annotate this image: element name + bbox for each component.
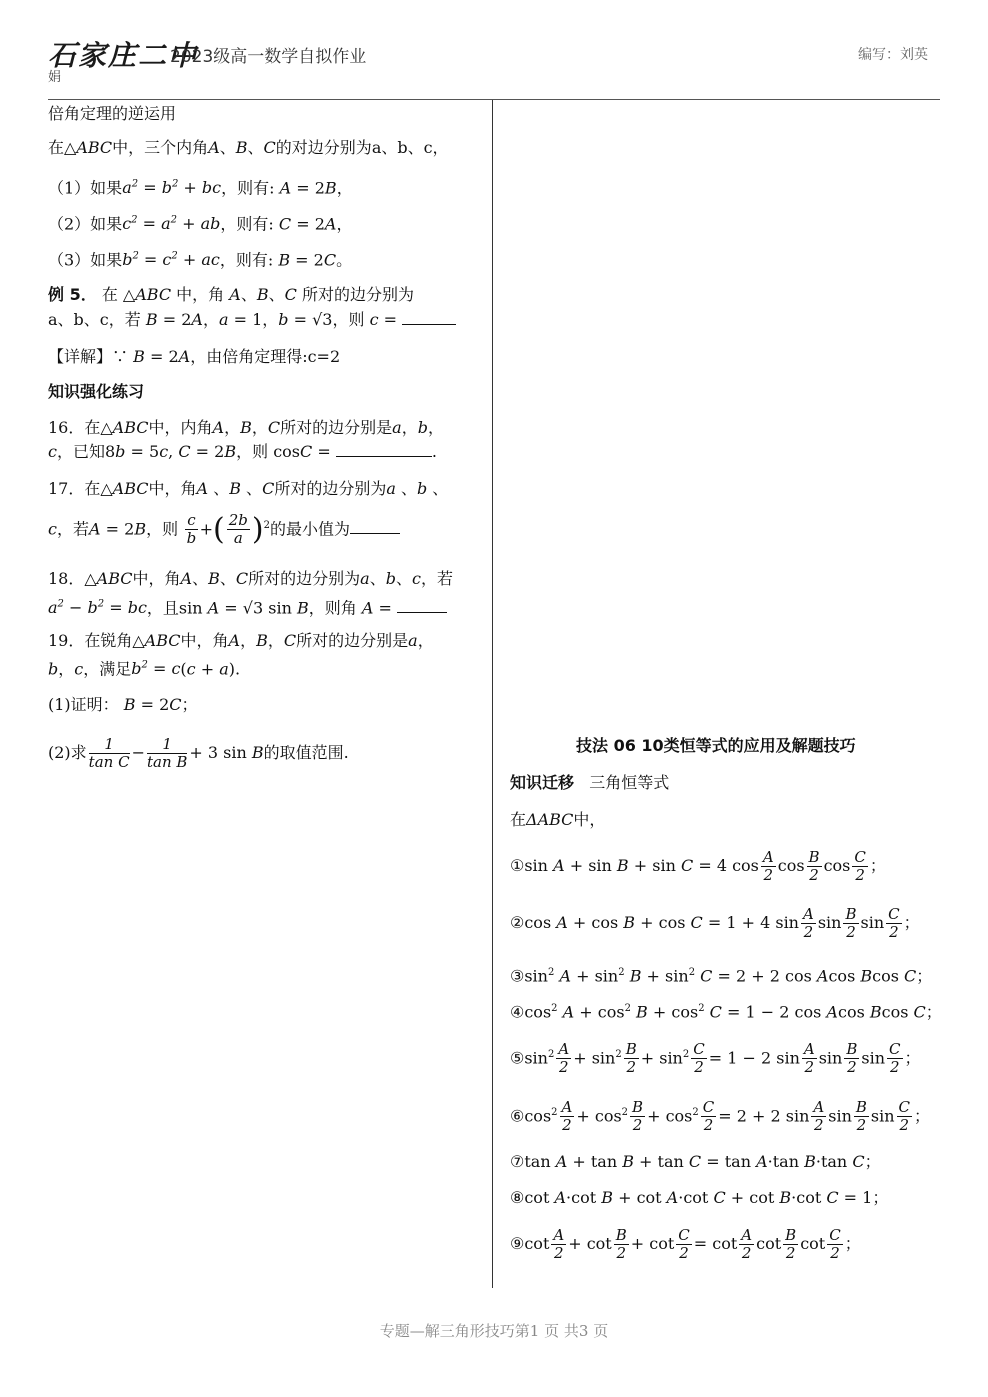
identity-3: $③\sin^2$ $A + \sin^2 B + \sin^2 C = 2 + 2$ cos Acos Bcos C； <box>510 966 933 986</box>
identity-1: ①sin A + sin B + sin C = 4 cos $\frac{A}{2}$ cos $\frac{B}{2}$ cos $\frac{C}{2}$ ； <box>510 848 886 884</box>
logo-tail: 娟 <box>48 70 62 85</box>
page-footer: 专题—解三角形技巧第1 页 共3 页 <box>379 1322 609 1340</box>
right-intro: 在ΔABC中， <box>510 810 606 829</box>
case-3: （3）如果$b^2 = c^2$ + ac，则有: B = 2C。 <box>48 250 353 270</box>
identity-2: ②cos A + cos B + cos C = 1 + 4 sin $\frac{A}{2}$ sin $\frac{B}{2}$ sin $\frac{C}{2}$ ； <box>510 905 920 941</box>
q19-part2: (2)求 $\frac{1}{\text{tan C}}$ − $\frac{1}{\text{tan B}}$ + 3 sin B的取值范围. <box>48 735 349 771</box>
identity-4: $④\cos^2$ $A + \cos^2 B + \cos^2 C = 1 - 2$ cos Acos Bcos C； <box>510 1002 942 1022</box>
header-divider <box>48 99 940 100</box>
q19-line1: 19．在锐角△ABC中，角A，B，C所对的边分别是a， <box>48 631 434 650</box>
q17-line1: 17．在△ABC中，角A 、B 、C所对的边分别为a 、b 、 <box>48 479 449 498</box>
identity-9: ⑨cot $\frac{A}{2}$ + cot $\frac{B}{2}$ + cot $\frac{C}{2}$ = cot $\frac{A}{2}$ cot $\frac{B}{2}$ cot $\frac{C}{2}$ ； <box>510 1226 861 1262</box>
q18-line2: $a^2 - b^2$ = bc，且sin A = √3 sin B，则角 A = <box>48 595 447 618</box>
detail-line: 【详解】∵ B = 2A，由倍角定理得:c=2 <box>48 347 341 366</box>
intro-line: 在△ABC中，三个内角A、B、C的对边分别为a、b、c， <box>48 138 449 157</box>
case-1: （1）如果$a^2 = b^2$ + bc，则有: A = 2B， <box>48 178 353 198</box>
right-section-title: 技法 06 10类恒等式的应用及解题技巧 <box>576 736 856 755</box>
case-2: （2）如果$c^2 = a^2$ + ab，则有: C = 2A， <box>48 214 353 234</box>
q17-line2: c，若A = 2B，则 $\frac{c}{b}$ +( $\frac{2b}{a}$ )$^2$的最小值为 <box>48 506 400 550</box>
q16-line1: 16．在△ABC中，内角A，B，C所对的边分别是a，b， <box>48 418 444 437</box>
example-5-line1: 例 5． 在 △ABC 中，角 A、B、C 所对的边分别为 <box>48 285 414 304</box>
q16-line2: c，已知8b = 5c, C = 2B，则 cosC = . <box>48 442 437 461</box>
column-divider <box>492 100 493 1288</box>
identity-5: $⑤\sin^2$ $\frac{A}{2}$ + $\sin^2$ $\frac{B}{2}$ + $\sin^2$ $\frac{C}{2}$ = 1 − 2 sin $\frac{A}{2}$ sin $\frac{B}{2}$ sin $\frac{C}{2}$ ； <box>510 1040 921 1077</box>
q19-line2: b，c，满足$b^2 = c(c + a)$. <box>48 659 241 679</box>
q18-line1: 18．△ABC中，角A、B、C所对的边分别为a、b、c，若 <box>48 569 453 588</box>
doc-editor: 编写：刘英 <box>858 47 928 63</box>
doc-title: 2023级高一数学自拟作业 <box>170 47 367 67</box>
school-logo: 石家庄二中 <box>48 39 199 72</box>
identity-6: $⑥\cos^2$ $\frac{A}{2}$ + $\cos^2$ $\frac{B}{2}$ + $\cos^2$ $\frac{C}{2}$ = 2 + 2 sin $\frac{A}{2}$ sin $\frac{B}{2}$ sin $\frac{C}{2}$ ； <box>510 1098 931 1135</box>
identity-7: ⑦tan A + tan B + tan C = tan A·tan B·tan C； <box>510 1152 881 1171</box>
identity-8: ⑧cot A·cot B + cot A·cot C + cot B·cot C = 1； <box>510 1188 889 1207</box>
migration-line: 知识迁移 三角恒等式 <box>510 773 670 792</box>
left-section-title: 倍角定理的逆运用 <box>48 104 177 123</box>
q19-part1: (1)证明： B = 2C； <box>48 695 198 714</box>
practice-title: 知识强化练习 <box>48 382 145 401</box>
example-5-line2: a、b、c，若 B = 2A，a = 1，b = √3，则 c = <box>48 310 456 330</box>
